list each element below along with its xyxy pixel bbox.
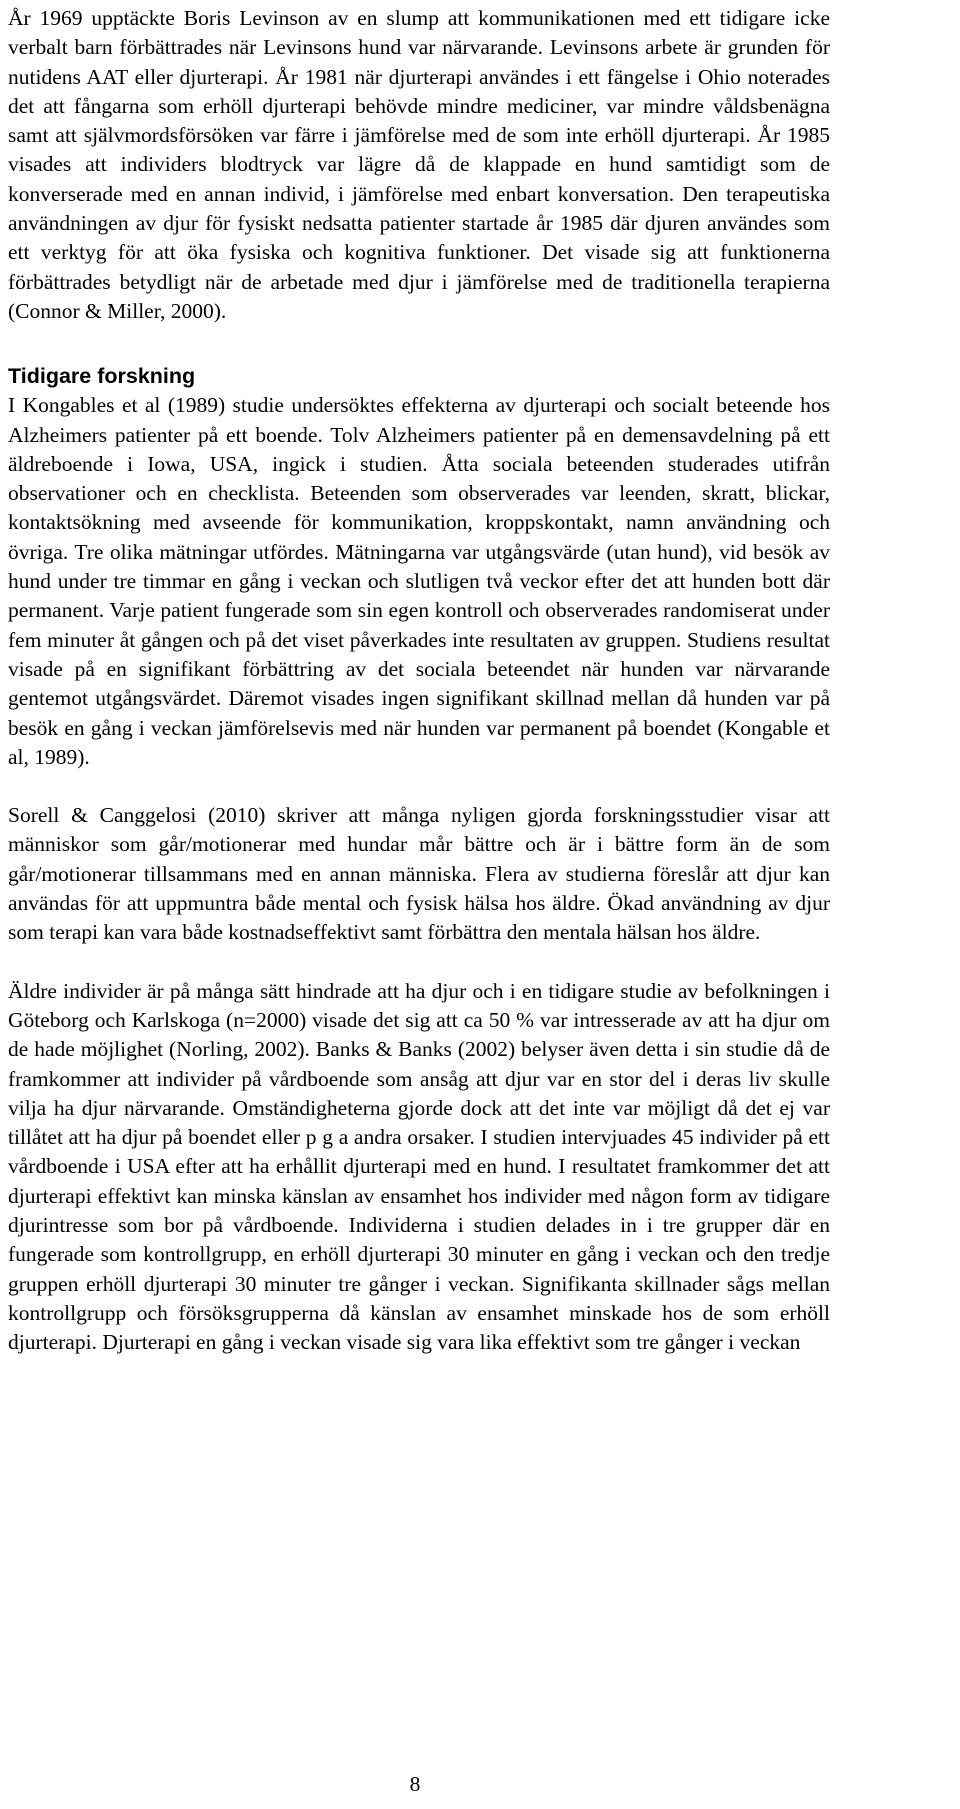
paragraph-aldre: Äldre individer är på många sätt hindrade att ha djur och i en tidigare studie av befolkningen i Göteborg och Karlskoga (n=2000) visade det sig att ca 50 % var intresserade av att ha djur om de hade möjlighet (Norling, 2002). Banks & Banks (2002) belyser även detta i sin studie då de framkommer att individer på vårdboende som ansåg att djur var en stor del i deras liv skulle vilja ha djur närvarande. Omständigheterna gjorde dock att det inte var möjligt då det ej var tillåtet att ha djur på boendet eller p g a andra orsaker. I studien intervjuades 45 individer på ett vårdboende i USA efter att ha erhållit djurterapi med en hund. I resultatet framkommer det att djurterapi effektivt kan minska känslan av ensamhet hos individer med någon form av tidigare djurintresse som bor på vårdboende. Individerna i studien delades in i tre grupper där en fungerade som kontrollgrupp, en erhöll djurterapi 30 minuter en gång i veckan och den tredje gruppen erhöll djurterapi 30 minuter tre gånger i veckan. Signifikanta skillnader sågs mellan kontrollgrupp och försöksgrupperna då känslan av ensamhet minskade hos de som erhöll djurterapi. Djurterapi en gång i veckan visade sig vara lika effektivt som tre gånger i veckan [8,978,830,1355]
paragraph-kongable: I Kongables et al (1989) studie undersöktes effekterna av djurterapi och socialt beteende hos Alzheimers patienter på ett boende. Tolv Alzheimers patienter på en demensavdelning på ett äldreboende i Iowa, USA, ingick i studien. Åtta sociala beteenden studerades utifrån observationer och en checklista. Beteenden som observerades var leenden, skratt, blickar, kontaktsökning med avseende för kommunikation, kroppskontakt, namn användning och övriga. Tre olika mätningar utfördes. Mätningarna var utgångsvärde (utan hund), vid besök av hund under tre timmar en gång i veckan och slutligen två veckor efter det att hunden bott där permanent. Varje patient fungerade som sin egen kontroll och observerades randomiserat under fem minuter åt gången och på det viset påverkades inte resultaten av gruppen. Studiens resultat visade på en signifikant förbättring av det sociala beteendet när hunden var närvarande gentemot utgångsvärdet. Däremot visades ingen signifikant skillnad mellan då hunden var på besök en gång i veckan jämförelsevis med när hunden var permanent på boendet (Kongable et al, 1989). [8,393,830,769]
section-heading: Tidigare forskning [8,364,196,389]
page-number: 8 [409,1772,421,1796]
paragraph-sorell: Sorell & Canggelosi (2010) skriver att många nyligen gjorda forskningsstudier visar att människor som går/motionerar med hundar mår bättre och är i bättre form än de som går/motionerar tillsammans med en annan människa. Flera av studierna föreslår att djur kan användas för att uppmuntra både mental och fysisk hälsa hos äldre. Ökad användning av djur som terapi kan vara både kostnadseffektivt samt förbättra den mentala hälsan hos äldre. [8,803,830,945]
document-page [8,4,830,1357]
paragraph-intro: År 1969 upptäckte Boris Levinson av en slump att kommunikationen med ett tidigare icke verbalt barn förbättrades när Levinsons hund var närvarande. Levinsons arbete är grunden för nutidens AAT eller djurterapi. År 1981 när djurterapi användes i ett fängelse i Ohio noterades det att fångarna som erhöll djurterapi behövde mindre mediciner, var mindre våldsbenägna samt att självmordsförsöken var färre i jämförelse med de som inte erhöll djurterapi. År 1985 visades att individers blodtryck var lägre då de klappade en hund samtidigt som de konverserade med en annan individ, i jämförelse med enbart konversation. Den terapeutiska användningen av djur för fysiskt nedsatta patienter startade år 1985 där djuren användes som ett verktyg för att öka fysiska och kognitiva funktioner. Det visade sig att funktionerna förbättrades betydligt när de arbetade med djur i jämförelse med de traditionella terapierna (Connor & Miller, 2000). [8,6,830,323]
